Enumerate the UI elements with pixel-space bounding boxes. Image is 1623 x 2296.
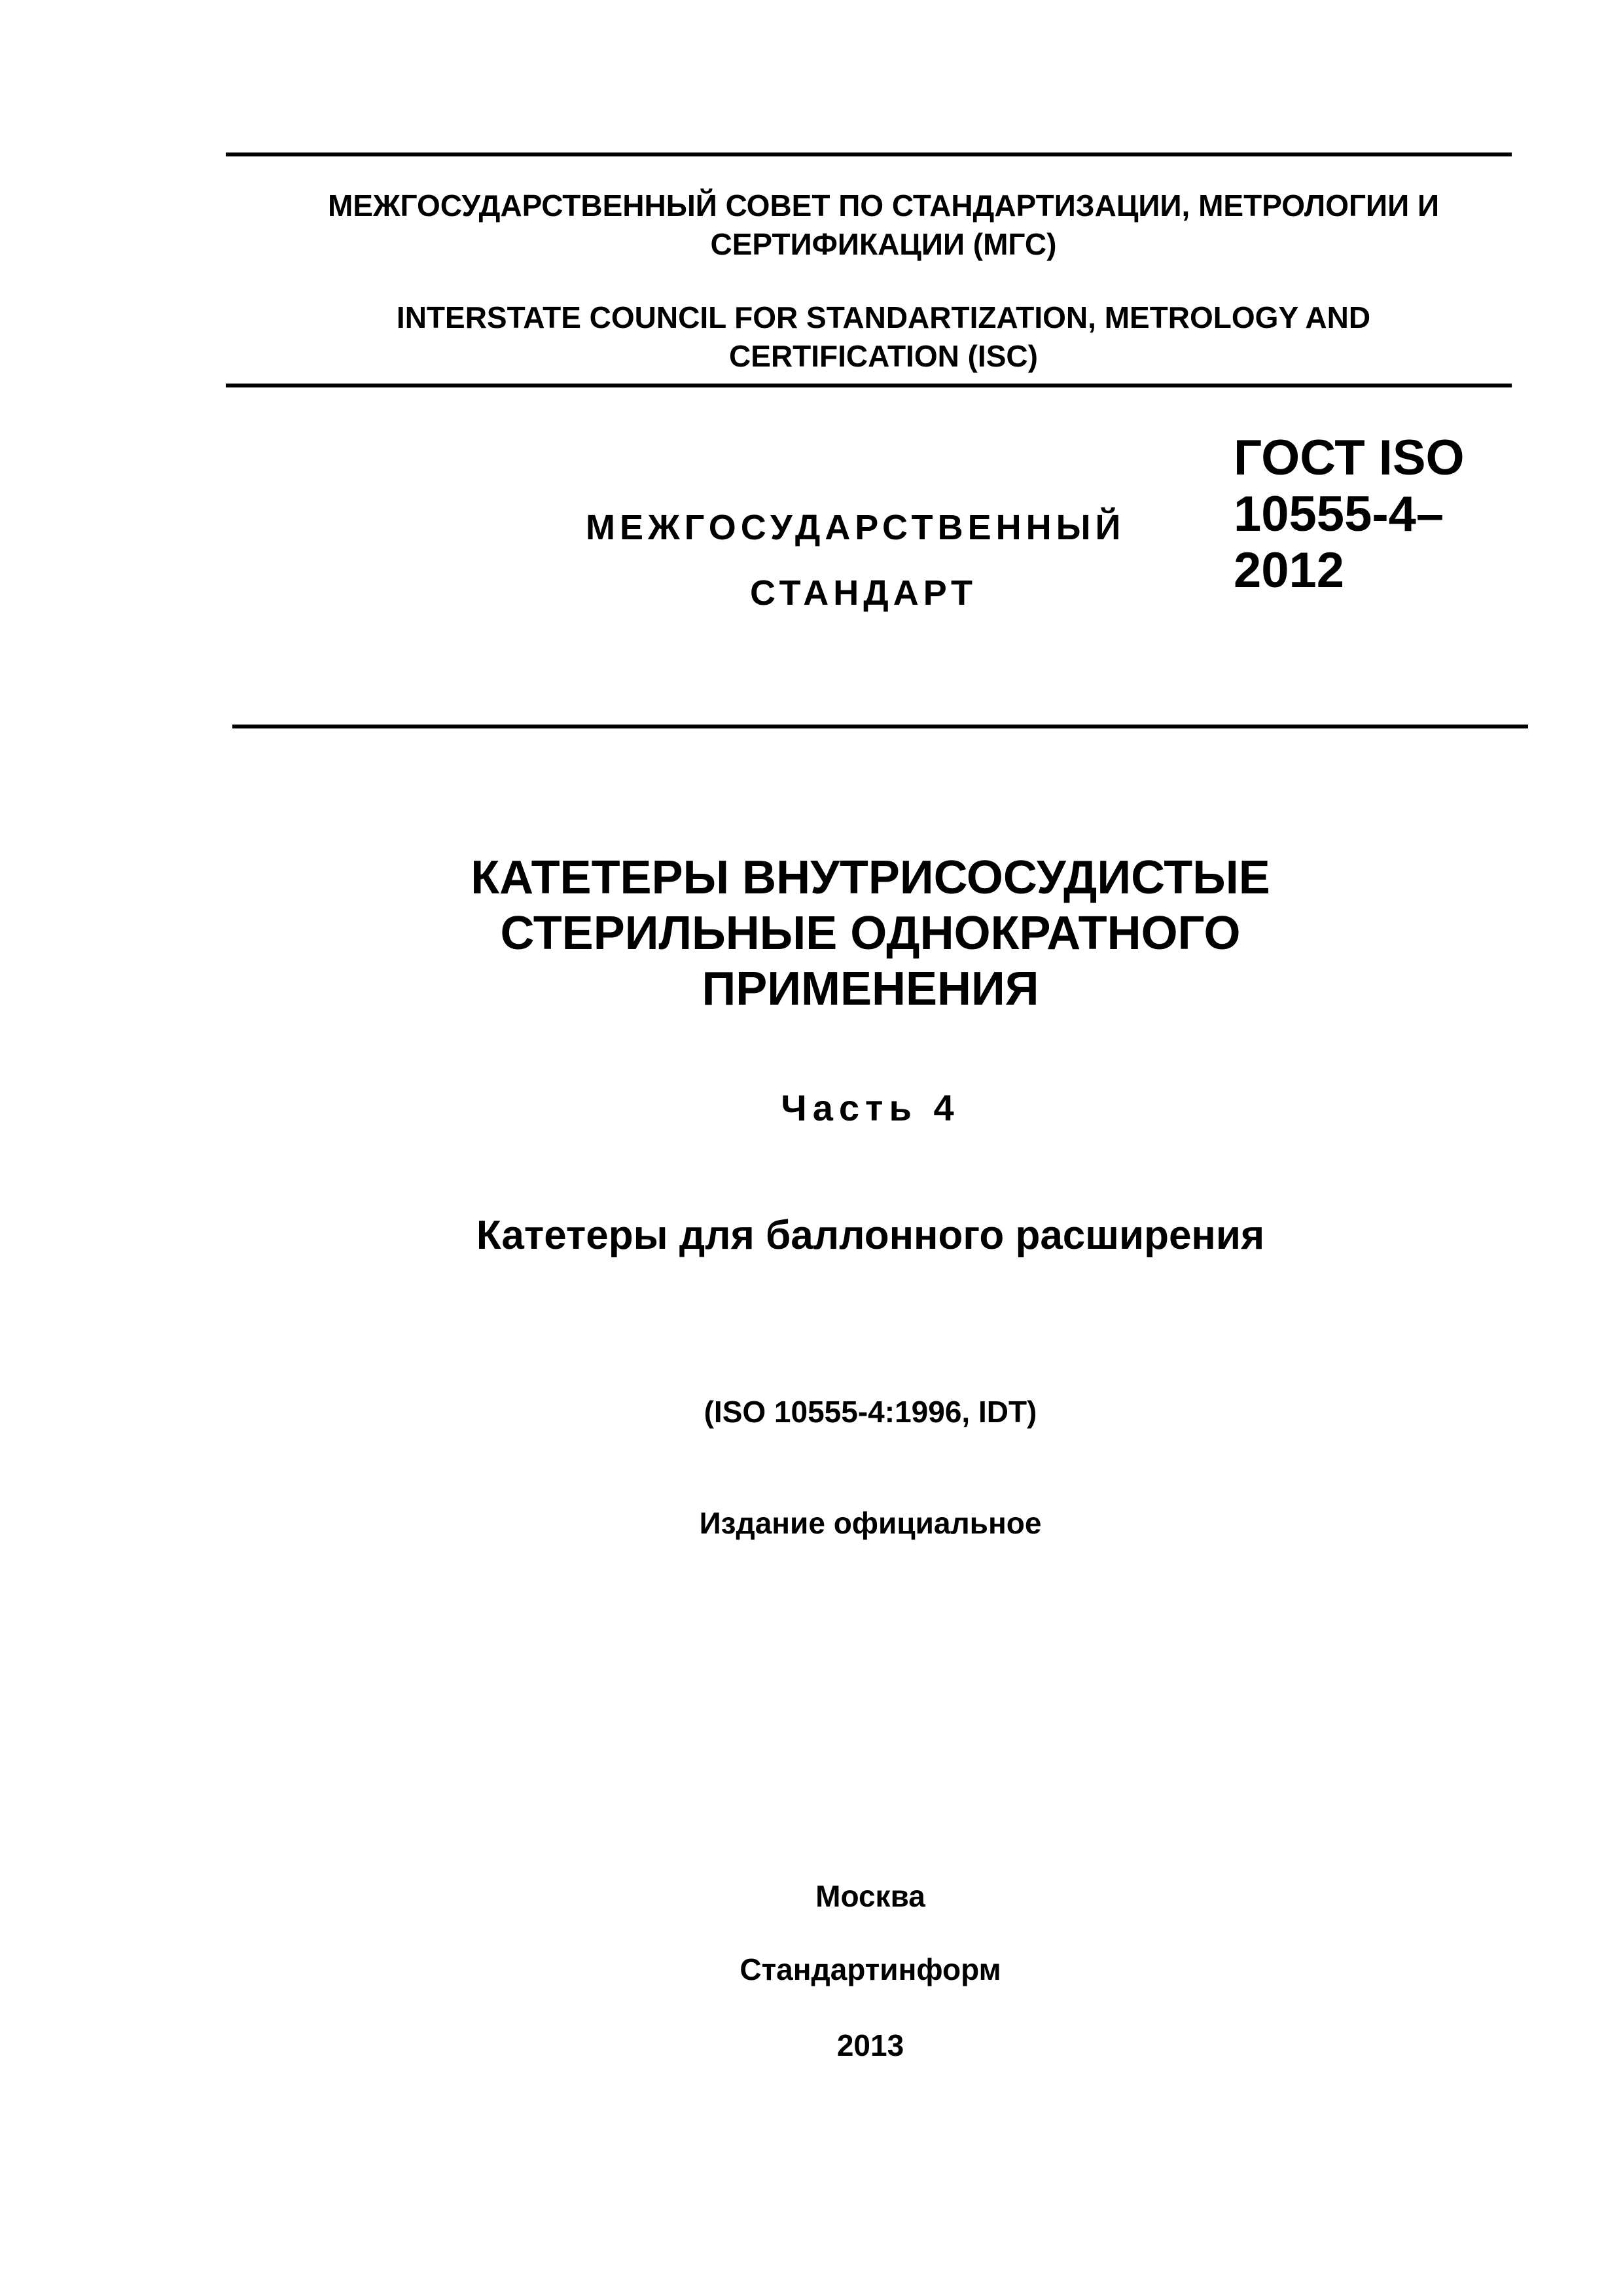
council-name-ru-line2: СЕРТИФИКАЦИИ (МГС) — [710, 227, 1057, 261]
header-rule — [226, 384, 1512, 387]
standard-code-line1: ГОСТ ISO — [1234, 430, 1465, 486]
imprint-city: Москва — [815, 1879, 925, 1913]
imprint-publisher: Стандартинформ — [740, 1952, 1001, 1986]
standard-type-line1: МЕЖГОСУДАРСТВЕННЫЙ — [586, 508, 1126, 547]
document-part: Часть 4 — [781, 1087, 960, 1128]
iso-reference: (ISO 10555-4:1996, IDT) — [704, 1395, 1037, 1429]
council-name-en-line2: CERTIFICATION (ISC) — [729, 339, 1038, 373]
title-rule — [232, 725, 1528, 728]
council-name-ru-line1: МЕЖГОСУДАРСТВЕННЫЙ СОВЕТ ПО СТАНДАРТИЗАЦИИ, МЕТРОЛОГИИ И — [327, 188, 1440, 223]
document-title-line2: СТЕРИЛЬНЫЕ ОДНОКРАТНОГО — [500, 907, 1241, 960]
council-name-en-line1: INTERSTATE COUNCIL FOR STANDARTIZATION, METROLOGY AND — [396, 300, 1371, 334]
standard-code-line2: 10555-4– — [1234, 486, 1444, 542]
document-title-line3: ПРИМЕНЕНИЯ — [702, 963, 1039, 1015]
document-title-line1: КАТЕТЕРЫ ВНУТРИСОСУДИСТЫЕ — [471, 852, 1270, 904]
document-subtitle: Катетеры для баллонного расширения — [476, 1213, 1265, 1258]
top-rule — [226, 152, 1512, 156]
imprint-year: 2013 — [836, 2028, 904, 2062]
standard-type-line2: СТАНДАРТ — [750, 573, 977, 613]
edition-note: Издание официальное — [699, 1506, 1042, 1540]
standard-code-line3: 2012 — [1234, 543, 1345, 598]
